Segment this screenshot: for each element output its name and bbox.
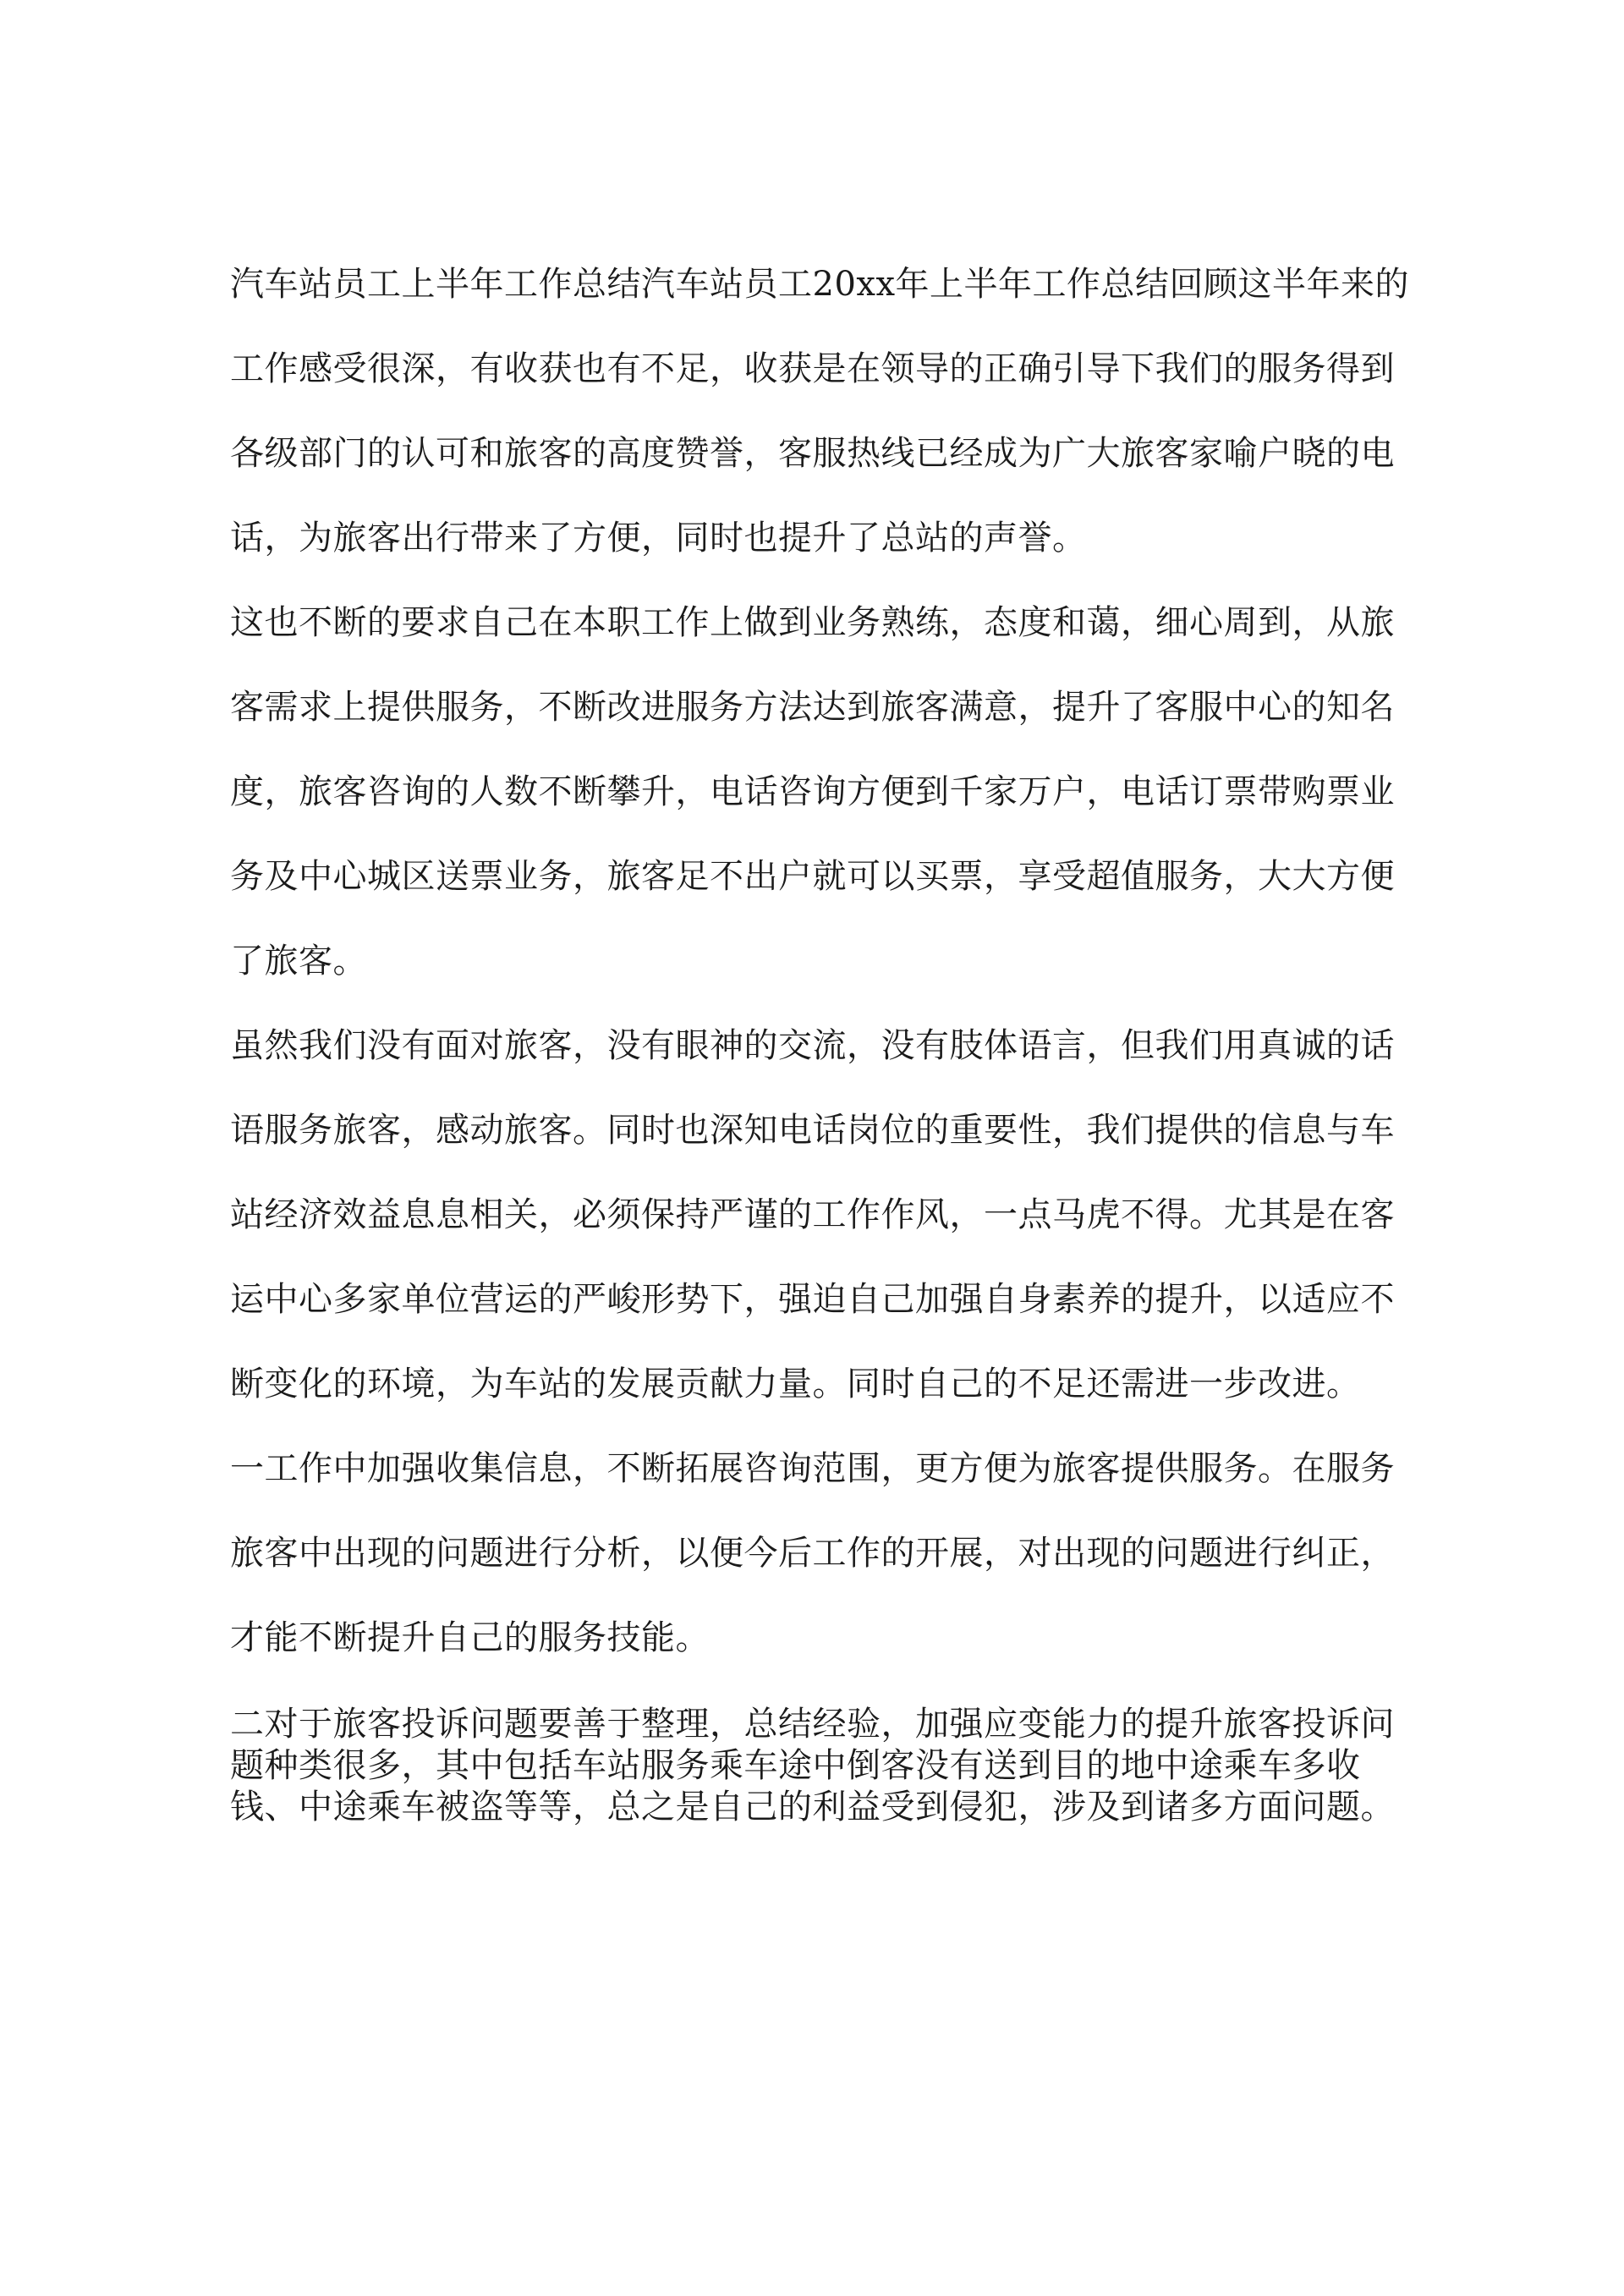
paragraph-point-one: 一工作中加强收集信息，不断拓展咨询范围，更方便为旅客提供服务。在服务旅客中出现的问题进行分析，以便今后工作的开展，对出现的问题进行纠正，才能不断提升自己的服务技能。	[230, 1449, 1395, 1657]
paragraph-intro: 汽车站员工上半年工作总结汽车站员工20xx年上半年工作总结回顾这半年来的工作感受很深，有收获也有不足，收获是在领导的正确引导下我们的服务得到各级部门的认可和旅客的高度赞誉，客服热线已经成为广大旅客家喻户晓的电话，为旅客出行带来了方便，同时也提升了总站的声誉。	[230, 265, 1410, 558]
document-body	[230, 242, 1414, 1828]
paragraph-phone-service: 虽然我们没有面对旅客，没有眼神的交流，没有肢体语言，但我们用真诚的话语服务旅客，感动旅客。同时也深知电话岗位的重要性，我们提供的信息与车站经济效益息息相关，必须保持严谨的工作作风，一点马虎不得。尤其是在客运中心多家单位营运的严峻形势下，强迫自己加强自身素养的提升，以适应不断变化的环境，为车站的发展贡献力量。同时自己的不足还需进一步改进。	[230, 1026, 1395, 1403]
paragraph-point-two: 二对于旅客投诉问题要善于整理，总结经验，加强应变能力的提升旅客投诉问题种类很多，其中包括车站服务乘车途中倒客没有送到目的地中途乘车多收钱、中途乘车被盗等等，总之是自己的利益受到侵犯，涉及到诸多方面问题。	[230, 1705, 1395, 1826]
paragraph-service-improvement: 这也不断的要求自己在本职工作上做到业务熟练，态度和蔼，细心周到，从旅客需求上提供服务，不断改进服务方法达到旅客满意，提升了客服中心的知名度，旅客咨询的人数不断攀升，电话咨询方便到千家万户，电话订票带购票业务及中心城区送票业务，旅客足不出户就可以买票，享受超值服务，大大方便了旅客。	[230, 603, 1395, 980]
